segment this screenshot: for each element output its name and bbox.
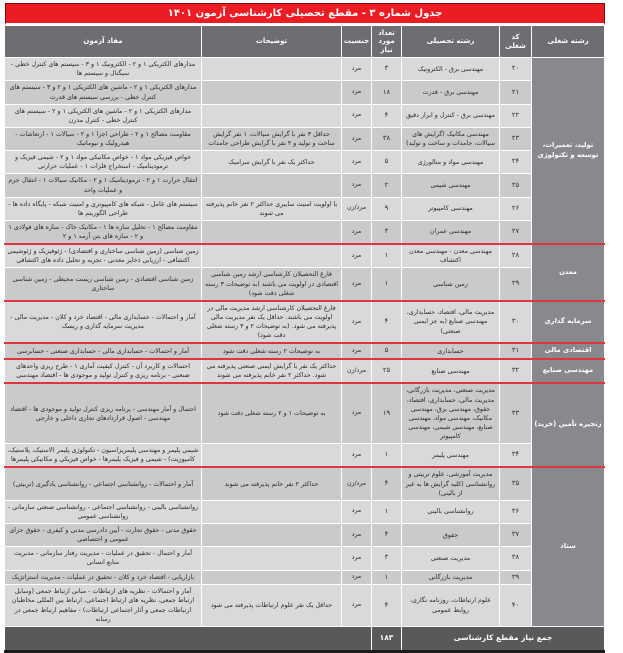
job-field-cell: مهندسی صنایع <box>532 359 605 383</box>
table-row <box>5 500 605 523</box>
count-cell: ۳ <box>372 220 402 244</box>
job-code-cell: ۲۵ <box>500 174 532 197</box>
table-row <box>5 220 605 244</box>
exam-cell: احتمال و آمار مهندسی - برنامه ریزی کنترل تولید و موجودی ها - اقتصاد مهندسی - اصول قراردادهای تجاری داخلی و خارجی <box>5 383 202 443</box>
job-code-cell: ۲۳ <box>500 127 532 150</box>
notes-cell <box>202 58 342 81</box>
notes-cell <box>202 547 342 570</box>
table-row <box>5 359 605 383</box>
table-row <box>5 301 605 344</box>
edu-field-cell: زمین شناسی <box>402 268 500 301</box>
edu-field-cell: روانشناسی بالینی <box>402 500 500 523</box>
exam-cell: مدارهای الکتریکی ۱ و ۲ - الکترونیک ۱ و ۳ - سیستم های کنترل خطی - سیگنال و سیستم ها <box>5 58 202 81</box>
exam-cell: آمار و احتمالات - نظریه های ارتباطات - مبانی ارتباط جمعی (وسایل ارتباط جمعی، نظریه های ارتباط اجتماعی، ارتباط بین المللی مخاطبان ارتباطات جمعی و آثار اجتماعی ارتباطات) - مفاهیم ارتباط جمعی در رسانه <box>5 585 202 627</box>
exam-cell: سیستم های عامل - شبکه های کامپیوتری و امنیت شبکه - پایگاه داده ها - طراحی الگوریتم ها <box>5 197 202 220</box>
gender-cell: مرد <box>342 127 372 150</box>
edu-field-cell: حقوق <box>402 524 500 547</box>
edu-field-cell: مهندسی عمران <box>402 220 500 244</box>
table-row <box>5 81 605 104</box>
edu-field-cell: علوم ارتباطات، روزنامه نگاری، روابط عمومی <box>402 585 500 627</box>
table-row <box>5 444 605 468</box>
job-field-cell: اقتصادی مالی <box>532 343 605 359</box>
job-code-cell: ۳۶ <box>500 500 532 523</box>
job-code-cell: ۲۸ <box>500 244 532 268</box>
notes-cell <box>202 524 342 547</box>
gender-cell: مرد <box>342 151 372 174</box>
gender-cell: مرد <box>342 444 372 468</box>
header-count: تعداد مورد نیاز <box>372 26 402 58</box>
count-cell: ۱ <box>372 244 402 268</box>
job-code-cell: ۴۰ <box>500 585 532 627</box>
exam-cell: شیمی پلیمر و مهندسی پلیمریزاسیون - تکنولوژی پلیمر (لاستیک، پلاستیک، کامپوزیت) - شیمی و فیزیک پلیمرها - خواص فیزیکی و مکانیکی پلیمرها <box>5 444 202 468</box>
count-cell: ۴ <box>372 301 402 344</box>
edu-field-cell: مدیریت صنعتی <box>402 547 500 570</box>
header-job-code: کد شغلی <box>500 26 532 58</box>
notes-cell <box>202 104 342 127</box>
notes-cell <box>202 444 342 468</box>
notes-cell: حداکثر یک نفر با گرایش سرامیک <box>202 151 342 174</box>
exam-cell: انتقال حرارت ۱ و ۲ - ترمودینامیک ۱ و ۲ - مکانیک سیالات ۱ - انتقال جرم و عملیات واحد <box>5 174 202 197</box>
table-row <box>5 343 605 359</box>
notes-cell <box>202 81 342 104</box>
edu-field-cell: مدیریت بازرگانی <box>402 570 500 585</box>
edu-field-cell: حسابداری <box>402 343 500 359</box>
notes-cell: حداکثر ۲ نفر خانم پذیرفته می شوند <box>202 467 342 500</box>
job-field-cell: ستاد <box>532 467 605 626</box>
gender-cell: مرد/زن <box>342 467 372 500</box>
job-code-cell: ۲۱ <box>500 81 532 104</box>
gender-cell: مرد <box>342 81 372 104</box>
job-field-cell: تولید، تعمیرات، توسعه و تکنولوژی <box>532 58 605 245</box>
gender-cell: مرد <box>342 383 372 443</box>
edu-field-cell: مهندسی مواد و متالورژی <box>402 151 500 174</box>
count-cell: ۴ <box>372 524 402 547</box>
table-title: جدول شماره ۳ - مقطع تحصیلی کارشناسی آزمون ۱۴۰۱ <box>5 3 605 25</box>
exam-cell: آمار و احتمالات - روانشناسی اجتماعی - روانشناسی یادگیری (تربیتی) <box>5 467 202 500</box>
notes-cell <box>202 244 342 268</box>
job-code-cell: ۲۴ <box>500 151 532 174</box>
job-code-cell: ۲۷ <box>500 220 532 244</box>
exam-cell: مدارهای الکتریکی ۱ و ۲ - ماشین های الکتریکی ۱ و ۲ و ۳ - سیستم های کنترل خطی - بررسی سیستم های قدرت <box>5 81 202 104</box>
job-code-cell: ۲۶ <box>500 197 532 220</box>
header-notes: توضیحات <box>202 26 342 58</box>
edu-field-cell: مدیریت آموزشی، علوم تربیتی و روانشناسی (کلیه گرایش ها به غیر از بالینی) <box>402 467 500 500</box>
count-cell: ۴ <box>372 585 402 627</box>
notes-cell: به توضیحات ۲ رسته شغلی دقت شود <box>202 343 342 359</box>
gender-cell: مرد <box>342 524 372 547</box>
footer-total-label: جمع نیاز مقطع کارشناسی <box>402 626 605 651</box>
table-row <box>5 268 605 301</box>
header-gender: جنسیت <box>342 26 372 58</box>
gender-cell: مرد <box>342 343 372 359</box>
footer-empty-cell <box>5 626 372 651</box>
edu-field-cell: مهندسی مکانیک (گرایش های سیالات، جامدات و ساخت و تولید) <box>402 127 500 150</box>
job-field-cell: زنجیره تأمین (خرید) <box>532 383 605 467</box>
count-cell: ۱۹ <box>372 383 402 443</box>
notes-cell <box>202 570 342 585</box>
notes-cell <box>202 220 342 244</box>
edu-field-cell: مدیریت مالی، اقتصاد، حسابداری، مهندسی صنایع (به جز ایمنی صنعتی) <box>402 301 500 344</box>
exam-cell: بازاریابی - اقتصاد خرد و کلان - تحقیق در عملیات - مدیریت استراتژیک <box>5 570 202 585</box>
count-cell: ۱ <box>372 268 402 301</box>
edu-field-cell: مهندسی صنایع <box>402 359 500 383</box>
header-row <box>5 26 605 58</box>
table-row <box>5 244 605 268</box>
exam-cell: حقوق مدنی - حقوق تجارت - آیین دادرسی مدنی و کیفری - حقوق جزای عمومی و اختصاصی <box>5 524 202 547</box>
job-code-cell: ۳۵ <box>500 467 532 500</box>
table-row <box>5 524 605 547</box>
exam-cell: زمین شناسی (زمین شناسی ساختاری و اقتصادی) - ژئوفیزیک و ژئوشیمی اکتشافی - ارزیابی ذخایر معدنی - تجزیه و تحلیل داده های اکتشافی <box>5 244 202 268</box>
exam-cell: مقاومت مصالح ۱ - تحلیل سازه ها ۱ - مکانیک خاک - سازه های فولادی ۱ و ۲ - سازه های بتن آرمه ۱ و ۲ <box>5 220 202 244</box>
job-code-cell: ۳۷ <box>500 524 532 547</box>
job-code-cell: ۳۸ <box>500 547 532 570</box>
notes-cell: حداقل یک نفر علوم ارتباطات پذیرفته می شود <box>202 585 342 627</box>
notes-cell <box>202 500 342 523</box>
edu-field-cell: مهندسی برق - الکترونیک <box>402 58 500 81</box>
notes-cell: حداقل ۳ نفر با گرایش سیالات، ۱ نفر گرایش ساخت و تولید و ۴ نفر با گرایش طراحی جامدات <box>202 127 342 150</box>
notes-cell: حداکثر یک نفر با گرایش ایمنی صنعتی پذیرفته می شود. حداکثر ۲ نفر خانم پذیرفته می شوند <box>202 359 342 383</box>
table-row <box>5 104 605 127</box>
table-row <box>5 151 605 174</box>
edu-field-cell: مهندسی کامپیوتر <box>402 197 500 220</box>
gender-cell: مرد <box>342 570 372 585</box>
gender-cell: مرد <box>342 174 372 197</box>
gender-cell: مرد <box>342 220 372 244</box>
gender-cell: مرد <box>342 547 372 570</box>
table-row <box>5 467 605 500</box>
count-cell: ۴ <box>372 104 402 127</box>
count-cell: ۲۵ <box>372 359 402 383</box>
count-cell: ۳ <box>372 58 402 81</box>
count-cell: ۵ <box>372 151 402 174</box>
notes-cell: فارغ التحصیلان کارشناسی ارشد مدیریت مالی در اولویت می باشند. حداقل یک نفر مدیریت مالی پذیرفته می شود. (به توضیحات ۲ و ۳ رسته شغلی دقت شود) <box>202 301 342 344</box>
count-cell: ۳ <box>372 547 402 570</box>
footer-total-value: ۱۸۳ <box>372 626 402 651</box>
edu-field-cell: مهندسی پلیمر <box>402 444 500 468</box>
job-code-cell: ۳۴ <box>500 444 532 468</box>
edu-field-cell: مدیریت صنعتی، مدیریت بازرگانی، مدیریت مالی، حسابداری، اقتصاد، حقوق، مهندسی برق، مهندسی مکانیک، مهندسی مواد، مهندسی صنایع، مهندسی شیمی، مهندسی کامپیوتر <box>402 383 500 443</box>
exam-cell: خواص فیزیکی مواد ۱ - خواص مکانیکی مواد ۱ و ۲ - شیمی فیزیک و ترمودینامیک - استخراج فلزات ۱ - عملیات حرارتی <box>5 151 202 174</box>
job-field-cell: معدن <box>532 244 605 301</box>
count-cell: ۲ <box>372 174 402 197</box>
exam-cell: آمار و احتمالات - حسابداری مالی - اقتصاد خرد و کلان - مدیریت مالی - مدیریت سرمایه گذاری و ریسک <box>5 301 202 344</box>
header-edu-field: رشته تحصیلی <box>402 26 500 58</box>
job-code-cell: ۳۳ <box>500 383 532 443</box>
exam-cell: روانشناسی بالینی - روانشناسی اجتماعی - روانشناسی صنعتی سازمانی - روانشناسی عمومی <box>5 500 202 523</box>
job-code-cell: ۲۹ <box>500 268 532 301</box>
notes-cell <box>202 174 342 197</box>
document-page <box>5 3 605 653</box>
count-cell: ۳۸ <box>372 127 402 150</box>
table-row <box>5 585 605 627</box>
table-footer <box>5 626 605 651</box>
header-job-field: رشته شغلی <box>532 26 605 58</box>
exam-cell: آمار و احتمال - تحقیق در عملیات - مدیریت رفتار سازمانی - مدیریت منابع انسانی <box>5 547 202 570</box>
job-code-cell: ۲۲ <box>500 104 532 127</box>
footer-row <box>5 626 605 651</box>
table-row <box>5 197 605 220</box>
edu-field-cell: مهندسی برق - کنترل و ابزار دقیق <box>402 104 500 127</box>
count-cell: ۵ <box>372 343 402 359</box>
gender-cell: مرد/زن <box>342 197 372 220</box>
notes-cell: فارغ التحصیلان کارشناسی ارشد زمین شناسی اقتصادی در اولویت می باشند (به توضیحات ۳ رسته شغلی دقت شود) <box>202 268 342 301</box>
count-cell: ۱ <box>372 444 402 468</box>
exam-cell: احتمالات و کاربرد آن - کنترل کیفیت آماری ۱ - طرح ریزی واحدهای صنعتی - برنامه ریزی و کنترل تولید و موجودی ها - اقتصاد مهندسی <box>5 359 202 383</box>
gender-cell: مرد/زن <box>342 359 372 383</box>
exam-cell: زمین شناسی اقتصادی - زمین شناسی زیست محیطی - زمین شناسی ساختاری <box>5 268 202 301</box>
table-row <box>5 547 605 570</box>
count-cell: ۴ <box>372 467 402 500</box>
notes-cell: با اولویت امنیت سایبری حداکثر ۲ نفر خانم پذیرفته می شوند <box>202 197 342 220</box>
job-code-cell: ۳۰ <box>500 301 532 344</box>
gender-cell: مرد <box>342 301 372 344</box>
gender-cell: مرد <box>342 585 372 627</box>
job-code-cell: ۳۹ <box>500 570 532 585</box>
exam-cell: مدارهای الکتریکی ۱ و ۲ - ماشین های الکتریکی ۱ و ۲ - سیستم های کنترل خطی - کنترل مدرن <box>5 104 202 127</box>
edu-field-cell: مهندسی شیمی <box>402 174 500 197</box>
edu-field-cell: مهندسی معدن - مهندسی معدن اکتشاف <box>402 244 500 268</box>
gender-cell: مرد <box>342 244 372 268</box>
job-field-cell: سرمایه گذاری <box>532 301 605 344</box>
table-header <box>5 26 605 58</box>
count-cell: ۱ <box>372 570 402 585</box>
gender-cell: مرد <box>342 58 372 81</box>
gender-cell: مرد <box>342 268 372 301</box>
count-cell: ۱۸ <box>372 81 402 104</box>
job-code-cell: ۲۰ <box>500 58 532 81</box>
count-cell: ۹ <box>372 197 402 220</box>
gender-cell: مرد <box>342 500 372 523</box>
exam-cell: مقاومت مصالح ۱ و ۲ - طراحی اجزا ۱ و ۲ - سیالات ۱ - ارتعاشات - هیدرولیک و نیوماتیک <box>5 127 202 150</box>
count-cell: ۱ <box>372 500 402 523</box>
gender-cell: مرد <box>342 104 372 127</box>
table-row <box>5 570 605 585</box>
table-row <box>5 127 605 150</box>
job-code-cell: ۳۲ <box>500 359 532 383</box>
table-row <box>5 174 605 197</box>
table-body <box>5 58 605 627</box>
notes-cell: به توضیحات ۱ و ۲ رسته شغلی دقت شود <box>202 383 342 443</box>
exam-cell: آمار و احتمالات - حسابداری مالی - حسابداری صنعتی - حسابرسی <box>5 343 202 359</box>
header-exam: مفاد آزمون <box>5 26 202 58</box>
table-row <box>5 383 605 443</box>
job-code-cell: ۳۱ <box>500 343 532 359</box>
edu-field-cell: مهندسی برق - قدرت <box>402 81 500 104</box>
recruitment-table <box>4 25 605 653</box>
table-row <box>5 58 605 81</box>
